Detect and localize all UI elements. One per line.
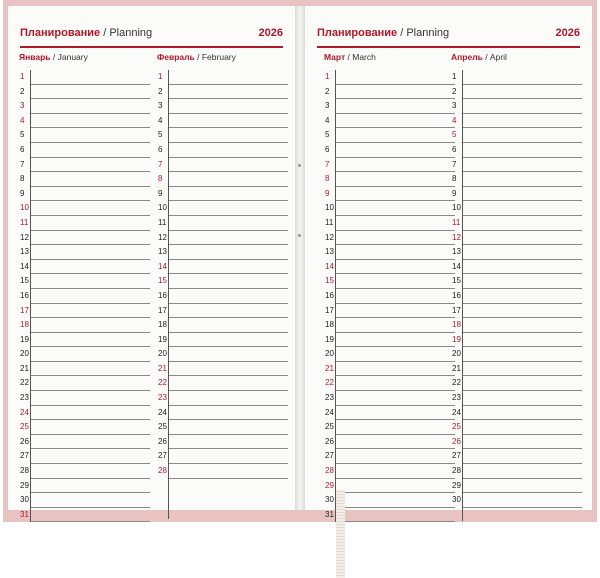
day-number: 25 bbox=[325, 422, 334, 432]
day-number: 6 bbox=[325, 144, 330, 154]
month-header: Февраль / February bbox=[157, 52, 236, 62]
day-row bbox=[20, 464, 150, 479]
day-row bbox=[20, 347, 150, 362]
day-row bbox=[325, 406, 455, 421]
day-row bbox=[325, 391, 455, 406]
day-row bbox=[325, 216, 455, 231]
day-number: 8 bbox=[452, 174, 457, 184]
day-number: 17 bbox=[158, 305, 167, 315]
day-number: 9 bbox=[452, 188, 457, 198]
day-number: 20 bbox=[158, 349, 167, 359]
day-row bbox=[452, 187, 582, 202]
day-number: 15 bbox=[158, 276, 167, 286]
day-row-empty bbox=[169, 492, 288, 506]
day-number: 17 bbox=[325, 305, 334, 315]
day-number: 14 bbox=[158, 261, 167, 271]
day-row bbox=[158, 231, 288, 246]
day-row bbox=[20, 333, 150, 348]
day-number: 31 bbox=[325, 509, 334, 519]
day-number: 7 bbox=[158, 159, 163, 169]
title-ru: Планирование bbox=[20, 27, 101, 39]
day-row bbox=[20, 114, 150, 129]
day-row bbox=[452, 391, 582, 406]
day-row-empty bbox=[169, 506, 288, 520]
day-row bbox=[452, 216, 582, 231]
day-number: 4 bbox=[20, 115, 25, 125]
day-row bbox=[20, 201, 150, 216]
day-row bbox=[158, 347, 288, 362]
day-number: 7 bbox=[325, 159, 330, 169]
title-en: Planning bbox=[406, 27, 450, 39]
day-row bbox=[452, 362, 582, 377]
day-row bbox=[325, 347, 455, 362]
day-row bbox=[325, 479, 455, 494]
day-number: 23 bbox=[325, 393, 334, 403]
month-column-april bbox=[451, 52, 582, 521]
day-row bbox=[158, 158, 288, 173]
day-number: 13 bbox=[325, 247, 334, 257]
day-row bbox=[325, 318, 455, 333]
day-row bbox=[20, 493, 150, 508]
day-row bbox=[20, 187, 150, 202]
day-row bbox=[158, 274, 288, 289]
year: 2026 bbox=[258, 27, 283, 39]
day-row bbox=[20, 231, 150, 246]
day-number: 15 bbox=[325, 276, 334, 286]
day-number: 5 bbox=[20, 130, 25, 140]
day-number: 29 bbox=[20, 480, 29, 490]
day-number: 25 bbox=[20, 422, 29, 432]
day-row bbox=[20, 85, 150, 100]
day-row bbox=[158, 391, 288, 406]
day-number: 23 bbox=[158, 393, 167, 403]
day-number: 15 bbox=[452, 276, 461, 286]
day-number: 12 bbox=[158, 232, 167, 242]
day-row bbox=[20, 143, 150, 158]
day-row bbox=[452, 435, 582, 450]
page-title: Планирование / Planning 2026 bbox=[20, 27, 283, 39]
day-number: 31 bbox=[20, 509, 29, 519]
day-number: 26 bbox=[158, 436, 167, 446]
day-row bbox=[20, 318, 150, 333]
day-row bbox=[158, 333, 288, 348]
day-number: 25 bbox=[452, 422, 461, 432]
day-number: 5 bbox=[325, 130, 330, 140]
day-row bbox=[158, 406, 288, 421]
day-row bbox=[452, 420, 582, 435]
day-row bbox=[452, 143, 582, 158]
day-number: 17 bbox=[20, 305, 29, 315]
day-row bbox=[20, 216, 150, 231]
day-number: 22 bbox=[20, 378, 29, 388]
day-row bbox=[325, 274, 455, 289]
day-row bbox=[158, 464, 288, 479]
day-row bbox=[452, 376, 582, 391]
day-number: 4 bbox=[325, 115, 330, 125]
day-number: 21 bbox=[452, 363, 461, 373]
day-number: 1 bbox=[20, 72, 25, 81]
day-row bbox=[452, 128, 582, 143]
month-name-ru: Март bbox=[324, 52, 346, 62]
day-row bbox=[325, 172, 455, 187]
day-row bbox=[158, 172, 288, 187]
day-number: 28 bbox=[20, 466, 29, 476]
month-name-ru: Апрель bbox=[451, 52, 483, 62]
right-page bbox=[305, 6, 592, 519]
day-number: 26 bbox=[452, 436, 461, 446]
day-number: 23 bbox=[20, 393, 29, 403]
day-row bbox=[325, 362, 455, 377]
day-number: 3 bbox=[20, 101, 25, 111]
day-row bbox=[452, 99, 582, 114]
day-number: 10 bbox=[452, 203, 461, 213]
day-number: 9 bbox=[325, 188, 330, 198]
title-rule bbox=[317, 46, 580, 48]
day-row bbox=[325, 114, 455, 129]
day-row bbox=[325, 435, 455, 450]
day-row bbox=[158, 449, 288, 464]
day-row bbox=[325, 245, 455, 260]
day-row bbox=[158, 99, 288, 114]
day-number: 18 bbox=[452, 320, 461, 330]
day-number: 12 bbox=[325, 232, 334, 242]
day-row bbox=[325, 289, 455, 304]
day-number: 13 bbox=[452, 247, 461, 257]
binding-hole bbox=[298, 164, 301, 167]
binding-hole bbox=[298, 234, 301, 237]
day-row bbox=[452, 114, 582, 129]
day-row bbox=[452, 318, 582, 333]
day-row bbox=[20, 376, 150, 391]
day-list bbox=[158, 70, 288, 519]
day-row bbox=[452, 493, 582, 508]
day-row bbox=[158, 201, 288, 216]
day-number: 12 bbox=[452, 232, 461, 242]
day-row bbox=[158, 420, 288, 435]
day-number: 16 bbox=[20, 290, 29, 300]
day-row bbox=[158, 85, 288, 100]
day-row bbox=[325, 260, 455, 275]
day-row bbox=[452, 289, 582, 304]
day-number: 6 bbox=[158, 144, 163, 154]
day-number: 20 bbox=[20, 349, 29, 359]
page-title: Планирование / Planning 2026 bbox=[317, 27, 580, 39]
day-number: 15 bbox=[20, 276, 29, 286]
day-row bbox=[452, 464, 582, 479]
day-row bbox=[325, 449, 455, 464]
day-row bbox=[20, 274, 150, 289]
day-number: 29 bbox=[325, 480, 334, 490]
day-row bbox=[20, 508, 150, 523]
day-number: 11 bbox=[158, 217, 167, 227]
day-row bbox=[20, 304, 150, 319]
day-row bbox=[20, 99, 150, 114]
day-row bbox=[452, 245, 582, 260]
month-header: Март / March bbox=[324, 52, 376, 62]
day-number: 8 bbox=[158, 174, 163, 184]
day-number: 8 bbox=[20, 174, 25, 184]
month-name-ru: Январь bbox=[19, 52, 51, 62]
day-number: 22 bbox=[452, 378, 461, 388]
day-row bbox=[20, 158, 150, 173]
day-number: 28 bbox=[452, 466, 461, 476]
day-row bbox=[325, 333, 455, 348]
day-number: 26 bbox=[20, 436, 29, 446]
day-row bbox=[158, 362, 288, 377]
day-number: 2 bbox=[158, 86, 163, 96]
day-row-empty bbox=[169, 479, 288, 493]
left-page bbox=[8, 6, 295, 519]
month-name-en: January bbox=[57, 52, 88, 62]
day-row bbox=[325, 128, 455, 143]
day-row bbox=[452, 449, 582, 464]
day-number: 22 bbox=[325, 378, 334, 388]
day-number: 11 bbox=[20, 217, 29, 227]
day-number: 21 bbox=[158, 363, 167, 373]
day-row bbox=[158, 216, 288, 231]
year: 2026 bbox=[555, 27, 580, 39]
day-number: 1 bbox=[325, 72, 330, 81]
day-row bbox=[158, 376, 288, 391]
day-row bbox=[158, 245, 288, 260]
day-number: 20 bbox=[325, 349, 334, 359]
day-number: 2 bbox=[452, 86, 457, 96]
day-row bbox=[158, 318, 288, 333]
day-number: 27 bbox=[325, 451, 334, 461]
day-number: 8 bbox=[325, 174, 330, 184]
day-row bbox=[452, 158, 582, 173]
day-row bbox=[158, 187, 288, 202]
day-row bbox=[452, 231, 582, 246]
month-header: Апрель / April bbox=[451, 52, 507, 62]
day-row bbox=[325, 304, 455, 319]
day-row bbox=[158, 128, 288, 143]
day-number: 24 bbox=[452, 407, 461, 417]
day-number: 26 bbox=[325, 436, 334, 446]
day-row bbox=[325, 201, 455, 216]
month-column-march bbox=[324, 52, 455, 522]
day-row bbox=[325, 158, 455, 173]
day-number: 4 bbox=[158, 115, 163, 125]
title-ru: Планирование bbox=[317, 27, 398, 39]
day-row bbox=[158, 143, 288, 158]
day-number: 23 bbox=[452, 393, 461, 403]
day-row bbox=[452, 201, 582, 216]
day-number: 1 bbox=[158, 72, 163, 81]
day-number: 24 bbox=[20, 407, 29, 417]
day-number: 12 bbox=[20, 232, 29, 242]
day-number: 16 bbox=[325, 290, 334, 300]
day-row bbox=[20, 391, 150, 406]
day-number: 16 bbox=[158, 290, 167, 300]
day-number: 9 bbox=[158, 188, 163, 198]
day-number: 1 bbox=[452, 72, 457, 81]
day-number: 19 bbox=[452, 334, 461, 344]
day-row bbox=[20, 128, 150, 143]
day-list bbox=[325, 70, 455, 522]
day-number: 16 bbox=[452, 290, 461, 300]
day-number: 9 bbox=[20, 188, 25, 198]
day-number: 22 bbox=[158, 378, 167, 388]
day-number: 5 bbox=[452, 130, 457, 140]
day-row bbox=[325, 187, 455, 202]
day-row bbox=[452, 479, 582, 494]
day-row bbox=[452, 70, 582, 85]
month-name-en: April bbox=[489, 52, 507, 62]
day-list bbox=[20, 70, 150, 522]
day-row bbox=[20, 449, 150, 464]
day-row bbox=[20, 289, 150, 304]
day-number: 10 bbox=[158, 203, 167, 213]
day-number: 27 bbox=[158, 451, 167, 461]
day-number: 14 bbox=[452, 261, 461, 271]
day-row bbox=[158, 289, 288, 304]
day-row bbox=[20, 260, 150, 275]
day-number: 3 bbox=[452, 101, 457, 111]
month-name-en: February bbox=[201, 52, 236, 62]
day-number: 10 bbox=[325, 203, 334, 213]
day-number: 10 bbox=[20, 203, 29, 213]
day-number: 18 bbox=[158, 320, 167, 330]
day-number: 2 bbox=[20, 86, 25, 96]
day-number: 21 bbox=[20, 363, 29, 373]
day-number: 27 bbox=[452, 451, 461, 461]
day-row bbox=[20, 479, 150, 494]
month-column-january bbox=[19, 52, 150, 522]
month-header: Январь / January bbox=[19, 52, 88, 62]
day-number: 4 bbox=[452, 115, 457, 125]
day-row bbox=[452, 274, 582, 289]
day-row bbox=[325, 231, 455, 246]
title-en: Planning bbox=[109, 27, 153, 39]
day-number: 3 bbox=[325, 101, 330, 111]
day-number: 11 bbox=[325, 217, 334, 227]
day-number: 6 bbox=[20, 144, 25, 154]
month-column-february bbox=[157, 52, 288, 519]
day-row-empty bbox=[463, 508, 582, 522]
day-number: 27 bbox=[20, 451, 29, 461]
day-row bbox=[20, 245, 150, 260]
day-number: 5 bbox=[158, 130, 163, 140]
day-number: 24 bbox=[325, 407, 334, 417]
day-number: 18 bbox=[20, 320, 29, 330]
day-number: 7 bbox=[20, 159, 25, 169]
day-row bbox=[452, 406, 582, 421]
day-number: 28 bbox=[158, 466, 167, 476]
day-row bbox=[20, 420, 150, 435]
day-row bbox=[325, 70, 455, 85]
day-row bbox=[158, 435, 288, 450]
day-number: 19 bbox=[20, 334, 29, 344]
day-row bbox=[20, 435, 150, 450]
day-row bbox=[20, 406, 150, 421]
day-number: 7 bbox=[452, 159, 457, 169]
day-number: 11 bbox=[452, 217, 461, 227]
day-list bbox=[452, 70, 582, 521]
day-number: 13 bbox=[158, 247, 167, 257]
day-row bbox=[452, 260, 582, 275]
day-row bbox=[452, 85, 582, 100]
day-number: 3 bbox=[158, 101, 163, 111]
day-row bbox=[452, 347, 582, 362]
day-row bbox=[20, 70, 150, 85]
day-row bbox=[158, 304, 288, 319]
day-number: 20 bbox=[452, 349, 461, 359]
day-row bbox=[158, 70, 288, 85]
day-row bbox=[452, 172, 582, 187]
day-row bbox=[452, 333, 582, 348]
day-number: 21 bbox=[325, 363, 334, 373]
day-number: 30 bbox=[20, 495, 29, 505]
month-name-ru: Февраль bbox=[157, 52, 195, 62]
day-number: 19 bbox=[325, 334, 334, 344]
day-row bbox=[325, 493, 455, 508]
month-name-en: March bbox=[352, 52, 376, 62]
day-number: 19 bbox=[158, 334, 167, 344]
day-row bbox=[325, 464, 455, 479]
day-row bbox=[158, 114, 288, 129]
day-row bbox=[20, 362, 150, 377]
day-number: 14 bbox=[20, 261, 29, 271]
day-row bbox=[452, 304, 582, 319]
title-rule bbox=[20, 46, 283, 48]
day-row bbox=[325, 420, 455, 435]
day-number: 17 bbox=[452, 305, 461, 315]
bookmark-ribbon bbox=[336, 490, 345, 578]
day-number: 30 bbox=[452, 495, 461, 505]
day-number: 30 bbox=[325, 495, 334, 505]
day-row bbox=[325, 508, 455, 523]
day-number: 13 bbox=[20, 247, 29, 257]
day-number: 18 bbox=[325, 320, 334, 330]
day-row bbox=[325, 99, 455, 114]
book-gutter bbox=[295, 6, 305, 510]
day-row bbox=[20, 172, 150, 187]
day-row bbox=[325, 376, 455, 391]
day-number: 2 bbox=[325, 86, 330, 96]
day-number: 29 bbox=[452, 480, 461, 490]
day-number: 28 bbox=[325, 466, 334, 476]
day-row bbox=[325, 85, 455, 100]
day-row bbox=[325, 143, 455, 158]
day-number: 6 bbox=[452, 144, 457, 154]
day-number: 24 bbox=[158, 407, 167, 417]
day-number: 14 bbox=[325, 261, 334, 271]
day-row bbox=[158, 260, 288, 275]
day-number: 25 bbox=[158, 422, 167, 432]
